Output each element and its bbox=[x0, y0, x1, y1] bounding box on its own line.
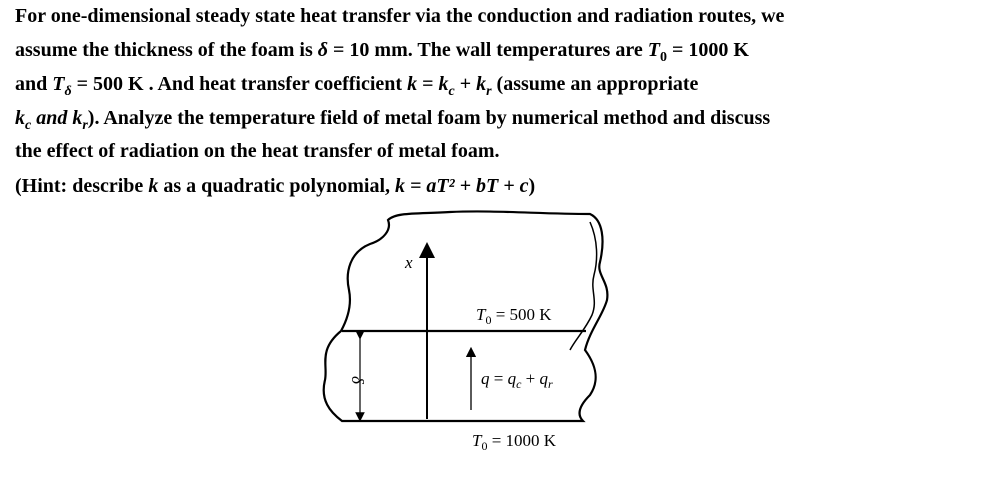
line-3-text-c: (assume an appropriate bbox=[491, 73, 699, 95]
line-3-text-b: = 500 K . And heat transfer coefficient bbox=[71, 73, 408, 95]
top-temperature-label: $T_0 = 500$ K bbox=[476, 305, 552, 327]
kr-subscript: r bbox=[486, 84, 492, 99]
line-3-text-a: and bbox=[15, 73, 53, 95]
kc-symbol: k bbox=[438, 73, 449, 95]
hint-formula: k = aT² + bT + c bbox=[395, 175, 529, 197]
line-1-text: For one-dimensional steady state heat transfer via the conduction and radiation routes, we bbox=[15, 5, 785, 27]
t0-subscript: 0 bbox=[659, 50, 667, 65]
equals-sign: = bbox=[417, 73, 439, 95]
kr-subscript-2: r bbox=[82, 118, 88, 133]
line-5-text: the effect of radiation on the heat transfer of metal foam. bbox=[15, 140, 500, 162]
hint-text-a: (Hint: describe bbox=[15, 175, 149, 197]
k-symbol: k bbox=[407, 73, 418, 95]
flux-equation-label: $q = q_c + q_r$ bbox=[481, 369, 553, 391]
bottom-temperature-label: $T_0 = 1000$ K bbox=[472, 431, 557, 453]
line-2-text-b: = 10 mm. The wall temperatures are bbox=[328, 39, 648, 61]
hint-k-symbol: k bbox=[148, 175, 159, 197]
t0-symbol: T bbox=[647, 39, 660, 61]
kc-symbol-2: k bbox=[15, 107, 25, 129]
and-word: and bbox=[31, 107, 73, 129]
line-2-text-c: = 1000 K bbox=[666, 39, 749, 61]
foam-outline bbox=[324, 211, 608, 421]
kr-symbol: k bbox=[476, 73, 487, 95]
kc-subscript: c bbox=[448, 84, 455, 99]
x-axis-label: x bbox=[405, 253, 413, 272]
delta-label: δ bbox=[348, 376, 367, 384]
line-2-text-a: assume the thickness of the foam is bbox=[15, 39, 313, 61]
kc-subscript-2: c bbox=[25, 118, 32, 133]
hint-text-b: as a quadratic polynomial, bbox=[158, 175, 396, 197]
line-4-text: ). Analyze the temperature field of metal foam by numerical method and discuss bbox=[87, 107, 771, 129]
kr-symbol-2: k bbox=[72, 107, 83, 129]
delta-symbol: δ bbox=[317, 39, 329, 61]
tdelta-symbol: T bbox=[52, 73, 65, 95]
hint-text-c: ) bbox=[528, 175, 536, 197]
plus-sign: + bbox=[454, 73, 477, 95]
tdelta-subscript: δ bbox=[64, 84, 72, 99]
